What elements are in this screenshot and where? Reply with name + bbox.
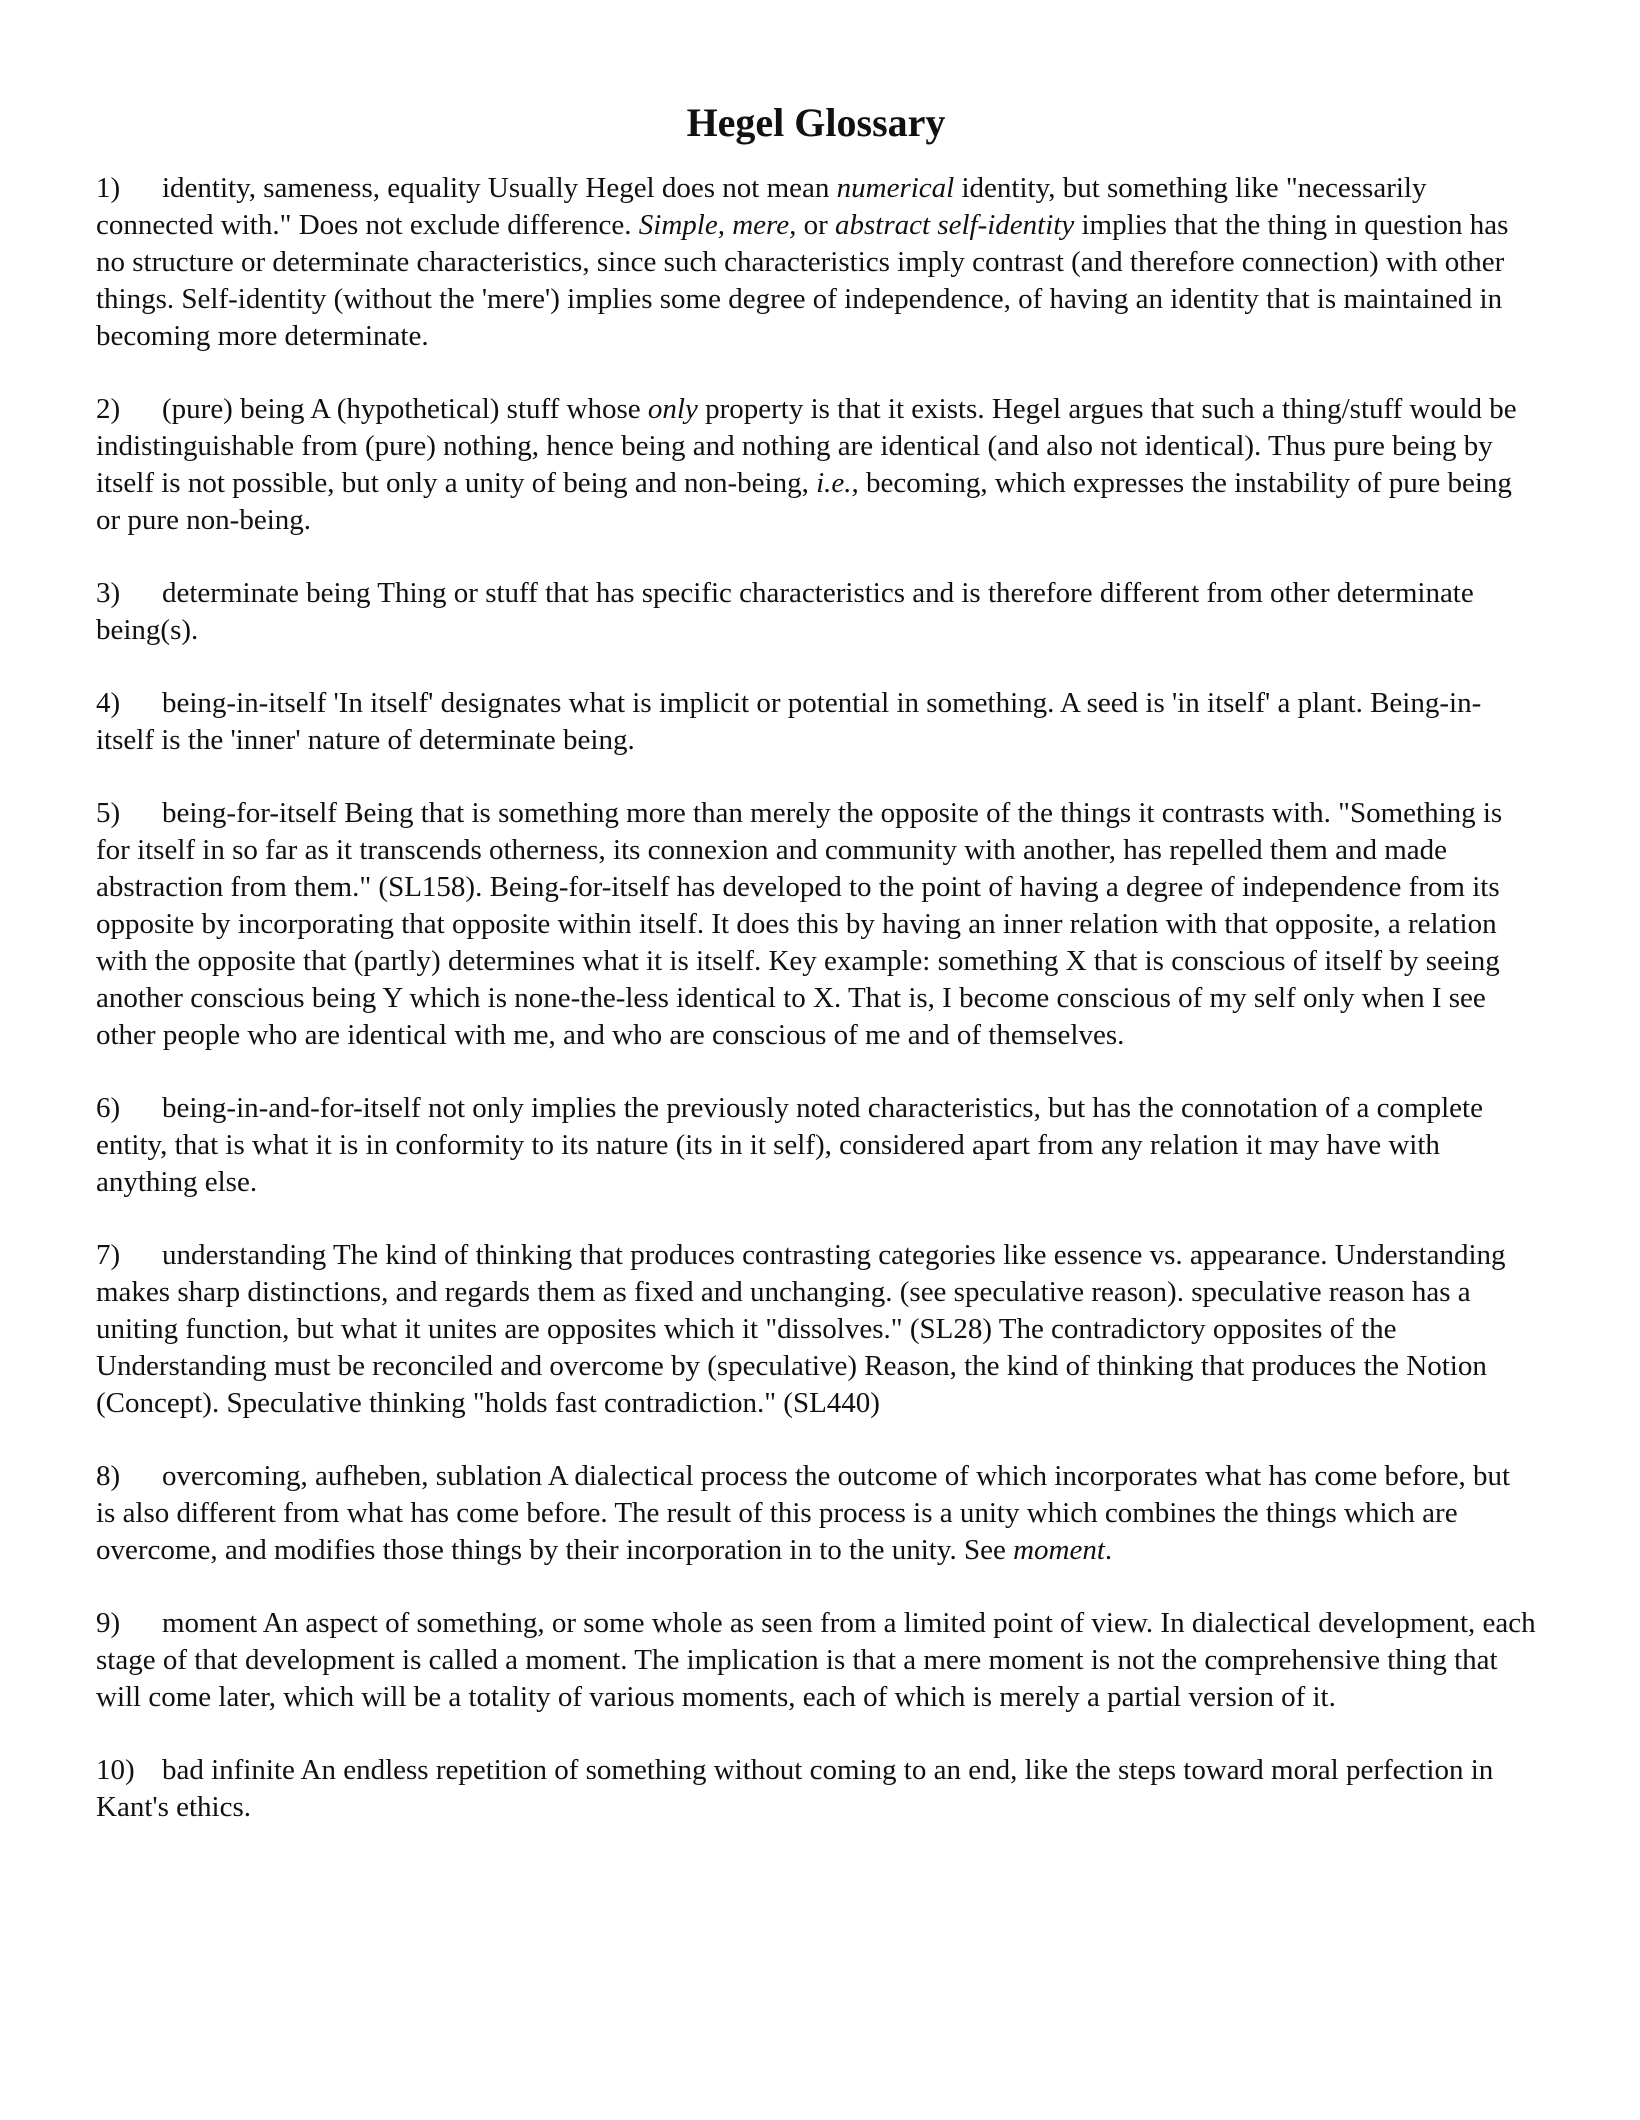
entry-text: bad infinite An endless repetition of something without coming to an end, like the steps toward moral perfection in Kant's ethics. — [96, 1754, 1494, 1823]
entry-number: 4) — [96, 687, 121, 719]
document-page — [96, 96, 1536, 1862]
entry-number: 10) — [96, 1754, 135, 1786]
glossary-entry — [96, 685, 1536, 759]
entry-text: identity, sameness, equality Usually Hegel does not mean — [162, 172, 837, 204]
entry-number: 5) — [96, 797, 121, 829]
document-title: Hegel Glossary — [686, 100, 946, 145]
entry-text: becoming, which expresses the instability of pure being or pure non-being. — [96, 467, 1512, 536]
entry-text: overcoming, aufheben, sublation A dialectical process the outcome of which incorporates what has come before, but is also different from what has come before. The result of this process is a unity which combines the things which are overcome, and modifies those things by their incorporation in to the unity. See — [96, 1460, 1511, 1566]
entry-number: 1) — [96, 172, 121, 204]
glossary-entry — [96, 170, 1536, 355]
entry-emphasis: abstract self-identity — [835, 209, 1075, 241]
glossary-entry — [96, 391, 1536, 539]
entry-emphasis: only — [647, 393, 698, 425]
entry-text: property is that it exists. Hegel argues that such a thing/stuff would be indistinguishable from (pure) nothing, hence being and nothing are identical (and also not identical). Thus pure being by itself is not possible, but only a unity of being and non-being, — [96, 393, 1517, 499]
entry-text: . — [1104, 1534, 1113, 1566]
entry-emphasis: Simple, mere, — [638, 209, 797, 241]
entry-number: 7) — [96, 1239, 121, 1271]
entry-number: 9) — [96, 1607, 121, 1639]
glossary-entry — [96, 1090, 1536, 1201]
entry-text: being-for-itself Being that is something more than merely the opposite of the things it contrasts with. "Something is for itself in so far as it transcends otherness, its connexion and community with another, has repelled them and made abstraction from them." (SL158). Being-for-itself has developed to the point of having a degree of independence from its opposite by incorporating that opposite within itself. It does this by having an inner relation with that opposite, a relation with the opposite that (partly) determines what it is itself. Key example: something X that is conscious of itself by seeing another conscious being Y which is none-the-less identical to X. That is, I become conscious of my self only when I see other people who are identical with me, and who are conscious of me and of themselves. — [96, 797, 1503, 1051]
entry-text: implies that the thing in question has no structure or determinate characteristics, since such characteristics imply contrast (and therefore connection) with other things. Self-identity (without the 'mere') implies some degree of independence, of having an identity that is maintained in becoming more determinate. — [96, 209, 1509, 352]
entry-number: 6) — [96, 1092, 121, 1124]
entry-text: determinate being Thing or stuff that has specific characteristics and is therefore different from other determinate being(s). — [96, 577, 1474, 646]
entry-text: understanding The kind of thinking that produces contrasting categories like essence vs. appearance. Understanding makes sharp distinctions, and regards them as fixed and unchanging. (see speculative reason). speculative reason has a uniting function, but what it unites are opposites which it "dissolves." (SL28) The contradictory opposites of the Understanding must be reconciled and overcome by (speculative) Reason, the kind of thinking that produces the Notion (Concept). Speculative thinking "holds fast contradiction." (SL440) — [96, 1239, 1506, 1419]
entry-text: moment An aspect of something, or some whole as seen from a limited point of view. In dialectical development, each stage of that development is called a moment. The implication is that a mere moment is not the comprehensive thing that will come later, which will be a totality of various moments, each of which is merely a partial version of it. — [96, 1607, 1536, 1713]
entry-text: being-in-and-for-itself not only implies the previously noted characteristics, but has the connotation of a complete entity, that is what it is in conformity to its nature (its in it self), considered apart from any relation it may have with anything else. — [96, 1092, 1483, 1198]
glossary-entry — [96, 1458, 1536, 1569]
entry-number: 2) — [96, 393, 121, 425]
glossary-entry — [96, 795, 1536, 1054]
glossary-entry — [96, 575, 1536, 649]
entry-emphasis: moment — [1013, 1534, 1105, 1566]
glossary-entry — [96, 1752, 1536, 1826]
glossary-entries — [96, 170, 1536, 1826]
glossary-entry — [96, 1237, 1536, 1422]
glossary-entry — [96, 1605, 1536, 1716]
entry-text: identity, but something like "necessarily connected with." Does not exclude difference. — [96, 172, 1427, 241]
entry-text: (pure) being A (hypothetical) stuff whose — [162, 393, 648, 425]
entry-emphasis: numerical — [836, 172, 955, 204]
entry-number: 8) — [96, 1460, 121, 1492]
entry-text: being-in-itself 'In itself' designates what is implicit or potential in something. A seed is 'in itself' a plant. Being-in-itself is the 'inner' nature of determinate being. — [96, 687, 1482, 756]
entry-emphasis: i.e., — [816, 467, 859, 499]
entry-number: 3) — [96, 577, 121, 609]
entry-text: or — [796, 209, 836, 241]
